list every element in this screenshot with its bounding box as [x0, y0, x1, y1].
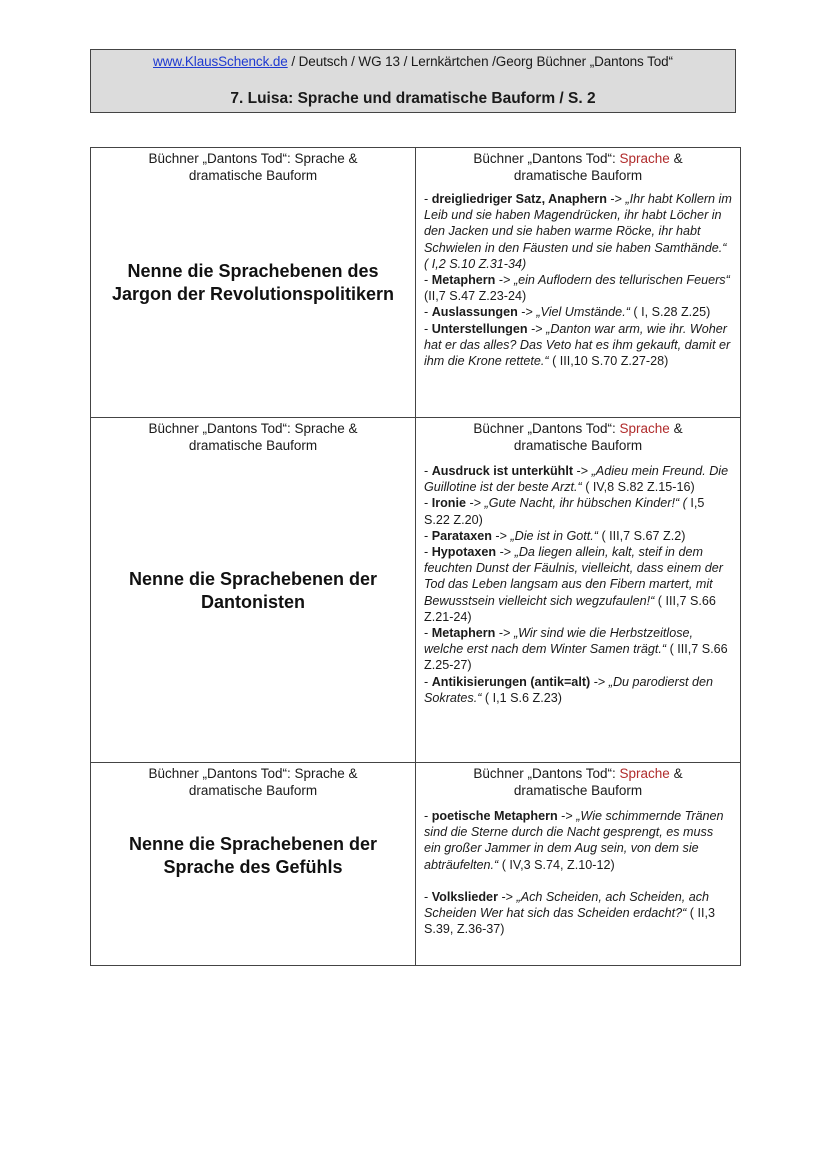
card-question-cell	[91, 418, 416, 763]
card-question-cell	[91, 763, 416, 966]
card-row	[91, 418, 741, 763]
answer-item: - dreigliedriger Satz, Anaphern -> „Ihr habt Kollern im Leib und sie haben Magendrücken, ihr habt Löcher in den Jacken und sie haben warme Röcke, ihr habt Schwielen in den Fäusten und sie haben Samthände.“ ( I,2 S.10 Z.31-34)	[424, 192, 732, 271]
card-heading-line1: Büchner „Dantons Tod“: Sprache &	[148, 421, 358, 436]
card-row	[91, 148, 741, 418]
spacer	[424, 873, 732, 889]
answer-item: - Volkslieder -> „Ach Scheiden, ach Scheiden, ach Scheiden Wer hat sich das Scheiden erdacht?“ ( II,3 S.39, Z.36-37)	[424, 889, 715, 937]
card-question-cell	[91, 148, 416, 418]
card-heading-line2: dramatische Bauform	[513, 783, 643, 798]
card-heading	[416, 763, 740, 799]
header-box	[90, 49, 736, 113]
answer-item: - Ironie -> „Gute Nacht, ihr hübschen Kinder!“ ( I,5 S.22 Z.20)	[424, 496, 705, 527]
question-line2: Jargon der Revolutionspolitikern	[111, 284, 395, 304]
answer-item: - Parataxen -> „Die ist in Gott.“ ( III,7 S.67 Z.2)	[424, 528, 686, 543]
card-heading-line2: dramatische Bauform	[188, 438, 318, 453]
card-heading	[91, 148, 415, 184]
question-line2: Sprache des Gefühls	[163, 857, 343, 877]
card-heading-line2: dramatische Bauform	[513, 438, 643, 453]
card-heading-line1	[416, 150, 740, 167]
answer-item: - Hypotaxen -> „Da liegen allein, kalt, steif in dem feuchten Dunst der Fäulnis, vielleicht, dass einem der Tod das Leben langsam aus den Fibern martert, mit Bewusstsein vielleicht sich wegzufaulen!“ ( III,7 S.66 Z.21-24)	[424, 545, 723, 624]
header-path: / Deutsch / WG 13 / Lernkärtchen /Georg Büchner „Dantons Tod“	[287, 54, 673, 69]
answer-item: - poetische Metaphern -> „Wie schimmernde Tränen sind die Sterne durch die Nacht gesprengt, es muss ein großer Jammer in dem Aug sein, von dem sie abträufelten.“ ( IV,3 S.74, Z.10-12)	[424, 809, 724, 872]
card-heading	[91, 763, 415, 799]
answer-item: - Unterstellungen -> „Danton war arm, wie ihr. Woher hat er das alles? Das Veto hat es ihm gekauft, damit er ihm die Krone rettete.“ ( III,10 S.70 Z.27-28)	[424, 321, 731, 369]
answer-list	[416, 454, 740, 706]
card-heading-line1: Büchner „Dantons Tod“: Sprache &	[148, 766, 358, 781]
card-heading-line2: dramatische Bauform	[188, 783, 318, 798]
answer-item: - Auslassungen -> „Viel Umstände.“ ( I, S.28 Z.25)	[424, 305, 711, 320]
card-answer-cell	[416, 148, 741, 418]
heading-suffix: &	[669, 151, 683, 166]
card-heading-line1: Büchner „Dantons Tod“: Sprache &	[473, 766, 683, 781]
answer-item: - Ausdruck ist unterkühlt -> „Adieu mein Freund. Die Guillotine ist der beste Arzt.“ ( IV,8 S.82 Z.15-16)	[424, 464, 729, 495]
card-question	[91, 568, 415, 614]
heading-accent: Sprache	[619, 151, 670, 166]
card-row	[91, 763, 741, 966]
card-heading	[91, 418, 415, 454]
answer-item: - Metaphern -> „ein Auflodern des tellurischen Feuers“ (II,7 S.47 Z.23-24)	[424, 273, 730, 304]
question-line1: Nenne die Sprachebenen der	[128, 834, 378, 854]
card-question	[91, 833, 415, 879]
card-heading	[416, 418, 740, 454]
page-title: 7. Luisa: Sprache und dramatische Bauform / S. 2	[230, 90, 596, 107]
question-line1: Nenne die Sprachebenen des	[127, 261, 379, 281]
card-heading-line2: dramatische Bauform	[513, 168, 643, 183]
site-link[interactable]: www.KlausSchenck.de	[153, 54, 288, 69]
card-heading-line1: Büchner „Dantons Tod“: Sprache &	[148, 151, 358, 166]
header-breadcrumb	[91, 54, 735, 69]
card-heading	[416, 148, 740, 184]
card-heading-line1: Büchner „Dantons Tod“: Sprache &	[473, 421, 683, 436]
card-answer-cell	[416, 763, 741, 966]
answer-item: - Metaphern -> „Wir sind wie die Herbstzeitlose, welche erst nach dem Winter Samen trägt.“ ( III,7 S.66 Z.25-27)	[424, 626, 728, 673]
heading-prefix: Büchner „Dantons Tod“:	[473, 151, 620, 166]
flashcard-table	[90, 147, 741, 966]
question-line2: Dantonisten	[200, 592, 305, 612]
card-answer-cell	[416, 418, 741, 763]
card-question	[91, 260, 415, 306]
answer-list	[416, 184, 740, 369]
question-line1: Nenne die Sprachebenen der	[128, 569, 378, 589]
card-heading-line2: dramatische Bauform	[188, 168, 318, 183]
answer-item: - Antikisierungen (antik=alt) -> „Du parodierst den Sokrates.“ ( I,1 S.6 Z.23)	[424, 674, 714, 705]
answer-list	[416, 799, 740, 937]
